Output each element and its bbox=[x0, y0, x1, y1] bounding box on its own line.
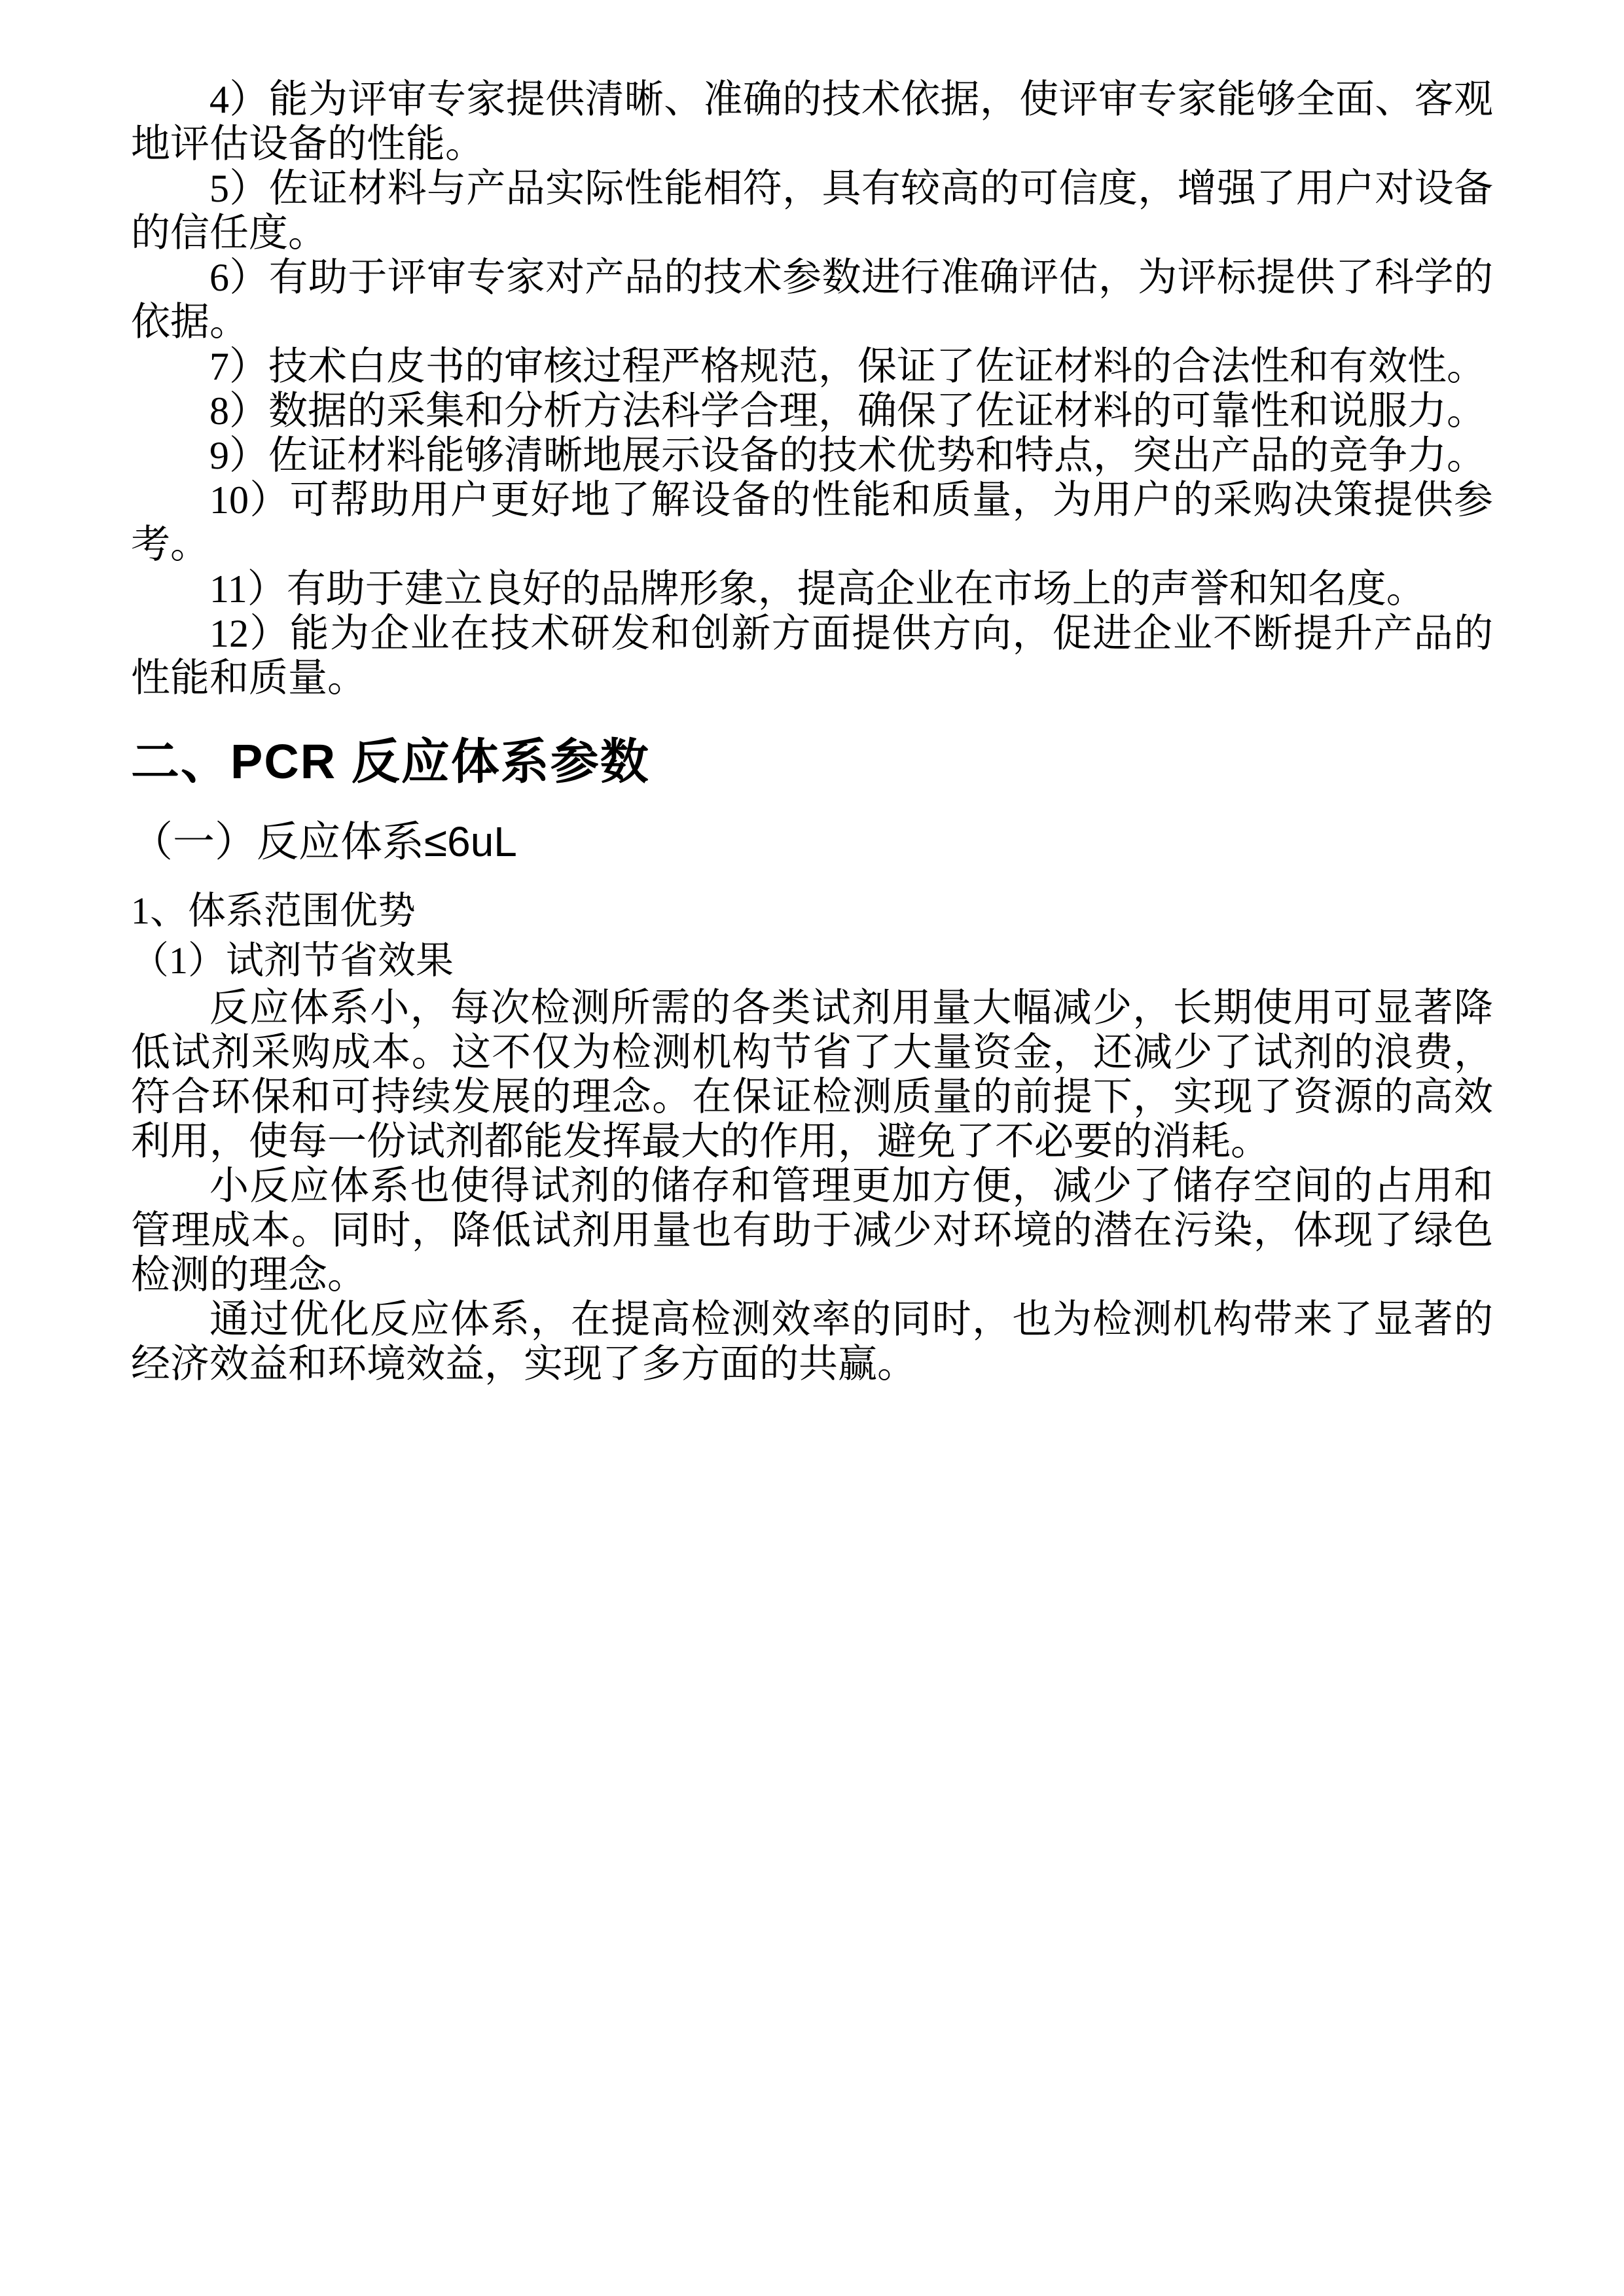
numbered-item-4: 4）能为评审专家提供清晰、准确的技术依据，使评审专家能够全面、客观地评估设备的性能。 bbox=[131, 78, 1493, 166]
numbered-item-12: 12）能为企业在技术研发和创新方面提供方向，促进企业不断提升产品的性能和质量。 bbox=[131, 612, 1493, 700]
paragraph-reagent-saving-1: 反应体系小，每次检测所需的各类试剂用量大幅减少，长期使用可显著降低试剂采购成本。这不仅为检测机构节省了大量资金，还减少了试剂的浪费，符合环保和可持续发展的理念。在保证检测质量的前提下，实现了资源的高效利用，使每一份试剂都能发挥最大的作用，避免了不必要的消耗。 bbox=[131, 986, 1493, 1163]
numbered-item-10: 10）可帮助用户更好地了解设备的性能和质量，为用户的采购决策提供参考。 bbox=[131, 478, 1493, 566]
subsection-heading: （一）反应体系≤6uL bbox=[131, 818, 517, 865]
sub-label-reagent-saving: （1）试剂节省效果 bbox=[131, 939, 454, 982]
numbered-item-9: 9）佐证材料能够清晰地展示设备的技术优势和特点，突出产品的竞争力。 bbox=[209, 434, 1486, 477]
numbered-item-11: 11）有助于建立良好的品牌形象，提高企业在市场上的声誉和知名度。 bbox=[209, 567, 1426, 611]
paragraph-reagent-saving-2: 小反应体系也使得试剂的储存和管理更加方便，减少了储存空间的占用和管理成本。同时，降低试剂用量也有助于减少对环境的潜在污染，体现了绿色检测的理念。 bbox=[131, 1164, 1493, 1297]
numbered-item-6: 6）有助于评审专家对产品的技术参数进行准确评估，为评标提供了科学的依据。 bbox=[131, 256, 1493, 344]
numbered-item-8: 8）数据的采集和分析方法科学合理，确保了佐证材料的可靠性和说服力。 bbox=[209, 389, 1486, 433]
numbered-item-5: 5）佐证材料与产品实际性能相符，具有较高的可信度，增强了用户对设备的信任度。 bbox=[131, 167, 1493, 255]
numbered-item-7: 7）技术白皮书的审核过程严格规范，保证了佐证材料的合法性和有效性。 bbox=[209, 345, 1486, 388]
document-content bbox=[131, 77, 1493, 1386]
section-heading: 二、PCR 反应体系参数 bbox=[131, 734, 650, 789]
sub-label-advantage: 1、体系范围优势 bbox=[131, 889, 416, 932]
paragraph-reagent-saving-3: 通过优化反应体系，在提高检测效率的同时，也为检测机构带来了显著的经济效益和环境效益，实现了多方面的共赢。 bbox=[131, 1298, 1493, 1386]
